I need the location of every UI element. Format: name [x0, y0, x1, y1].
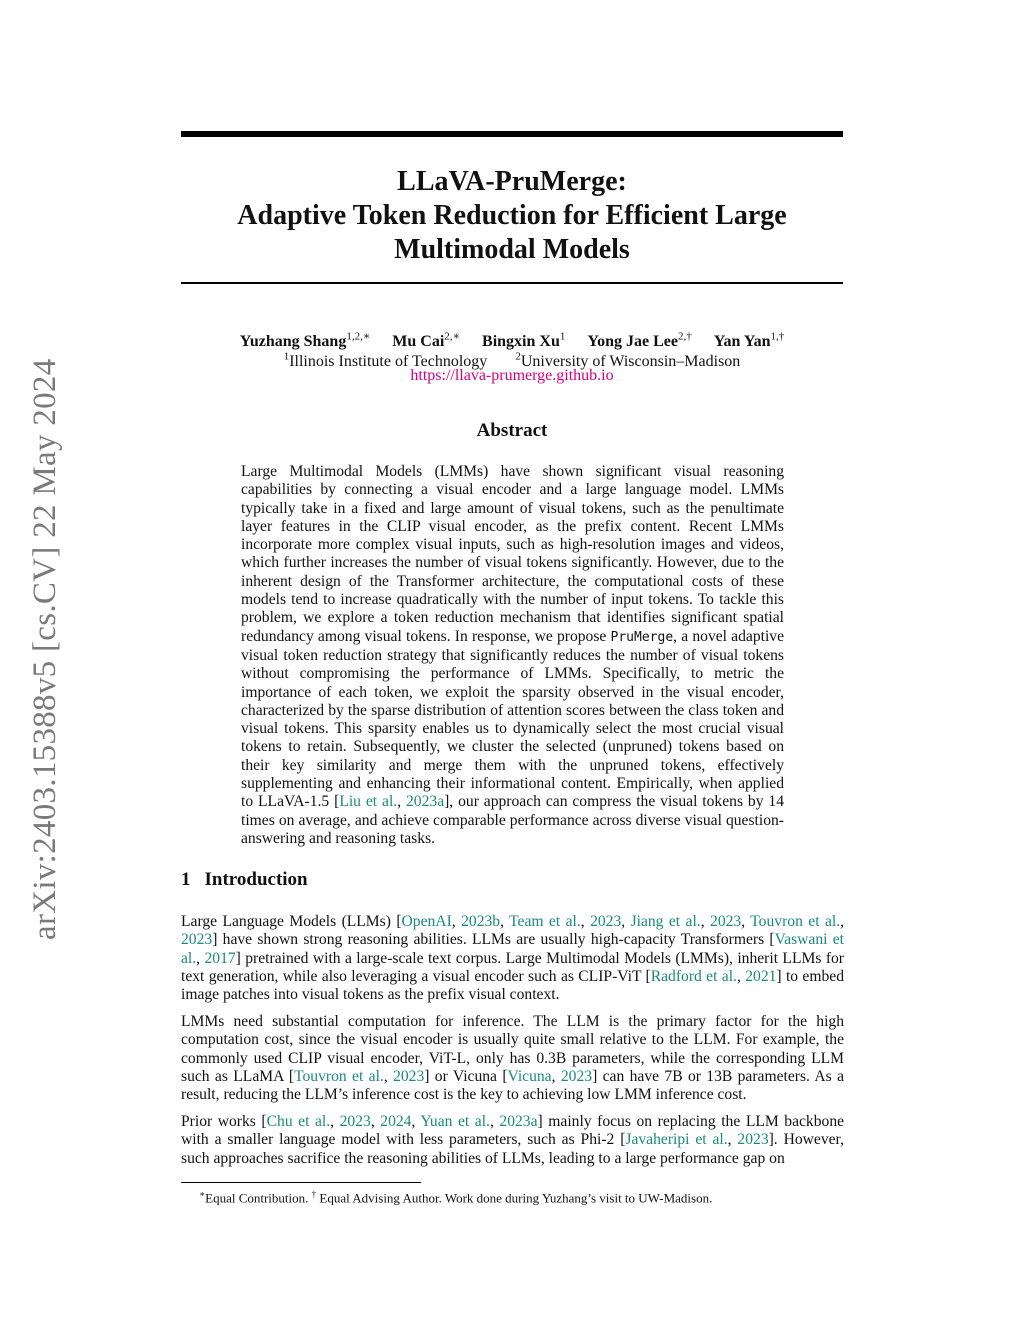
project-url-link[interactable]: https://llava-prumerge.github.io — [410, 367, 614, 384]
affiliation: $^1$Illinois Institute of Technology — [283, 351, 488, 371]
paragraph-text: , — [370, 1113, 381, 1130]
paragraph-text: , — [741, 913, 751, 930]
paragraph-text: , — [736, 967, 746, 985]
paragraph-text: , — [411, 1113, 421, 1130]
citation-link[interactable]: Vicuna — [507, 1067, 552, 1085]
citation-link[interactable]: 2023a — [499, 1113, 538, 1130]
citation-link[interactable]: 2023 — [710, 913, 742, 930]
paragraph-text: , — [383, 1067, 394, 1085]
citation-link[interactable]: 2023a — [406, 793, 445, 811]
intro-paragraph-2 — [181, 1013, 844, 1104]
author: Mu Cai$^{2,∗}$ — [392, 331, 461, 351]
paragraph-text: ] mainly focus on replacing the LLM backbone with a smaller language model with less parameters, such as Phi-2 [ — [181, 1113, 845, 1149]
citation-link[interactable]: 2017 — [204, 949, 236, 967]
intro-paragraph-1 — [181, 913, 844, 1004]
paragraph-text: ] have shown strong reasoning abilities. LLMs are usually high-capacity Transformers [ — [212, 931, 775, 949]
author: Yuzhang Shang$^{1,2,∗}$ — [239, 331, 371, 351]
paragraph-text: ] can have 7B or 13B parameters. As a result, reducing the LLM’s inference cost is the key to achieving low LMM inference cost. — [181, 1067, 845, 1104]
intro-paragraph-3 — [181, 1113, 844, 1168]
citation-link[interactable]: OpenAI — [401, 913, 452, 930]
paragraph-text: , — [330, 1113, 340, 1130]
citation-link[interactable]: 2023 — [339, 1113, 371, 1130]
citation-link[interactable]: 2023b — [461, 913, 501, 930]
paragraph-text: , — [840, 913, 844, 930]
citation-link[interactable]: Chu et al. — [266, 1113, 331, 1130]
paragraph-text: LMMs need substantial computation for inference. The LLM is the primary factor for the high computation cost, since the visual encoder is usually quite small relative to the LLM. For example, the commonly used CLIP visual encoder, ViT-L, only has 0.3B parameters, while the corresponding LLM such as LLaMA [ — [181, 1013, 844, 1085]
paragraph-text: , — [700, 913, 711, 930]
citation-link[interactable]: 2023 — [393, 1067, 425, 1085]
citation-link[interactable]: 2024 — [380, 1113, 412, 1130]
citation-link[interactable]: Touvron et al. — [294, 1067, 384, 1085]
method-name: PruMerge — [610, 629, 674, 645]
citation-link[interactable]: 2023 — [590, 913, 622, 930]
abstract-heading: Abstract — [476, 420, 548, 441]
paragraph-text: Prior works [ — [181, 1113, 267, 1130]
abstract-text: Large Multimodal Models (LMMs) have shown significant visual reasoning capabilities by connecting a visual encoder and a large language model. LMMs typically take in a fixed and large amount of visual tokens, such as the penultimate layer features in the CLIP visual encoder, as the prefix content. Recent LMMs incorporate more complex visual inputs, such as high-resolution images and videos, which further increases the number of visual tokens significantly. However, due to the inherent design of the Transformer architecture, the computational costs of these models tend to increase quadratically with the number of input tokens. To tackle this problem, we explore a token reduction mechanism that identifies significant spatial redundancy among visual tokens. In response, we propose PruMerge, a novel adaptive visual token reduction strategy that significantly reduces the number of visual tokens without compromising the performance of LMMs. Specifically, to metric the importance of each token, we exploit the sparsity observed in the visual encoder, characterized by the sparse distribution of attention scores between the class token and visual tokens. This sparsity enables us to dynamically select the most crucial visual tokens to retain. Subsequently, we cluster the selected (unpruned) tokens based on their key similarity and merge them with the unpruned tokens, effectively supplementing and enhancing their informational content. Empirically, when applied to LLaVA-1.5 [Liu et al., 2023a], our approach can compress the visual tokens by 14 times on average, and achieve comparable performance across diverse visual question-answering and reasoning tasks. — [241, 463, 785, 847]
affiliation: $^2$University of Wisconsin–Madison — [515, 351, 741, 371]
arxiv-identifier: arXiv:2403.15388v5 [cs.CV] 22 May 2024 — [27, 358, 63, 940]
title-line-2: Adaptive Token Reduction for Efficient Large — [237, 200, 787, 231]
title-rule-top — [181, 131, 843, 137]
paragraph-text: ] to embed image patches into visual tokens as the prefix visual context. — [181, 967, 845, 1004]
paragraph-text: , — [489, 1113, 500, 1130]
section-heading-introduction: 1 Introduction — [181, 869, 308, 890]
title-line-1: LLaVA-PruMerge: — [397, 166, 627, 197]
paragraph-text: ]. However, such approaches sacrifice the reasoning abilities of LLMs, leading to a large performance gap on — [181, 1131, 845, 1167]
title-rule-bottom — [181, 282, 843, 284]
citation-link[interactable]: Liu et al. — [339, 793, 398, 811]
title-line-3: Multimodal Models — [394, 234, 630, 265]
paragraph-text: , — [551, 1067, 561, 1085]
paragraph-text: , — [621, 913, 631, 930]
footnote: ∗Equal Contribution. † Equal Advising Author. Work done during Yuzhang’s visit to UW-Madison. — [199, 1189, 713, 1206]
paragraph-text: , — [451, 913, 462, 930]
paragraph-text: , — [580, 913, 591, 930]
paragraph-text: , — [196, 949, 205, 967]
paragraph-text: , — [727, 1131, 738, 1149]
author: Bingxin Xu$^1$ — [482, 331, 566, 351]
citation-link[interactable]: Jiang et al. — [630, 913, 701, 930]
citation-link[interactable]: Yuan et al. — [420, 1113, 490, 1130]
paragraph-text: ] pretrained with a large-scale text corpus. Large Multimodal Models (LMMs), inherit LLMs for text generation, while also leveraging a visual encoder such as CLIP-ViT [ — [181, 949, 845, 985]
citation-link[interactable]: Team et al. — [509, 913, 581, 930]
citation-link[interactable]: 2023 — [181, 931, 213, 949]
citation-link[interactable]: Radford et al. — [650, 967, 737, 985]
footnote-rule — [181, 1182, 421, 1183]
citation-link[interactable]: 2023 — [560, 1067, 593, 1085]
author: Yong Jae Lee$^{2,\dagger}$ — [587, 331, 692, 351]
paragraph-text: , — [500, 913, 510, 930]
citation-link[interactable]: Vaswani et al. — [181, 931, 844, 967]
citation-link[interactable]: Touvron et al. — [750, 913, 841, 930]
citation-link[interactable]: 2021 — [745, 967, 777, 985]
citation-link[interactable]: 2023 — [737, 1131, 769, 1149]
citation-link[interactable]: Javaheripi et al. — [625, 1131, 728, 1149]
paper-title — [181, 165, 843, 267]
author: Yan Yan$^{1,\dagger}$ — [713, 331, 785, 351]
paragraph-text: ] or Vicuna [ — [424, 1067, 508, 1085]
paragraph-text: Large Language Models (LLMs) [ — [181, 913, 402, 930]
